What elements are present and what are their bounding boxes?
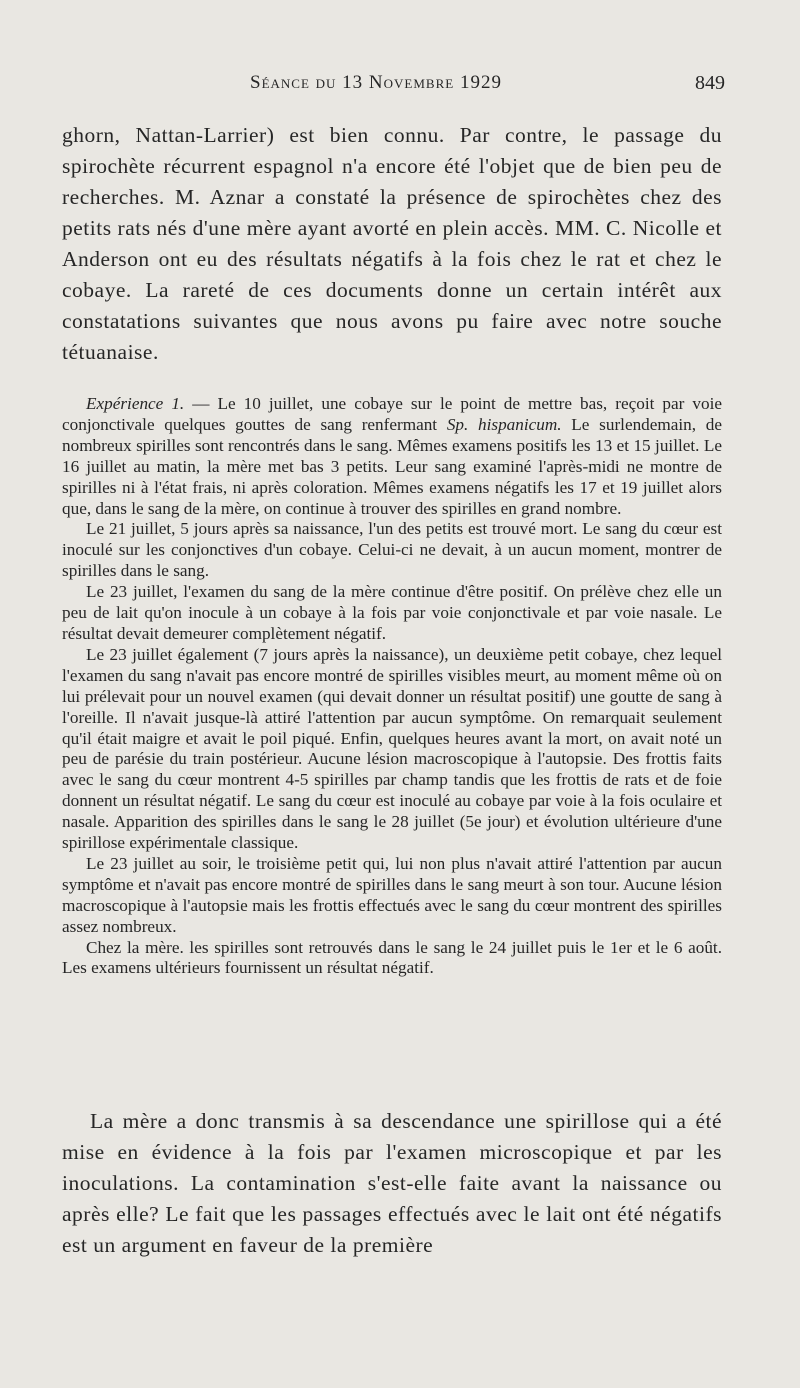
running-title: Séance du 13 Novembre 1929 xyxy=(250,72,502,93)
page-number: 849 xyxy=(695,72,725,94)
species-name: Sp. hispanicum. xyxy=(446,414,562,434)
experiment-text-a: — Le 10 juillet, une cobaye sur le point de mettre bas, reçoit par voie conjonctivale quelques gouttes de sang renfermant xyxy=(62,394,722,434)
experiment-paragraph-3: Le 23 juillet, l'examen du sang de la mère continue d'être positif. On prélève chez elle un peu de lait qu'on inocule à un cobaye à la fois par voie conjonctivale et par voie nasale. Le résultat devait demeurer complètement négatif. xyxy=(62,582,722,643)
experiment-label: Expérience 1. xyxy=(86,394,185,413)
experiment-paragraph-6: Chez la mère. les spirilles sont retrouvés dans le sang le 24 juillet puis le 1er et le 6 août. Les examens ultérieurs fournissent un résultat négatif. xyxy=(62,937,722,978)
experiment-text-b: Le surlendemain, de nombreux spirilles sont rencontrés dans le sang. Mêmes examens positifs les 13 et 15 juillet. Le 16 juillet au matin, la mère met bas 3 petits. Leur sang examiné l'après-midi ne montre de spirilles ni à l'état frais, ni après coloration. Mêmes examens négatifs les 17 et 19 juillet alors que, dans le sang de la mère, on continue à trouver des spirilles en grand nombre. xyxy=(62,414,722,518)
conclusion-paragraph: La mère a donc transmis à sa descendance une spirillose qui a été mise en évidence à la fois par l'examen microscopique et par les inoculations. La contamination s'est-elle faite avant la naissance ou après elle? Le fait que les passages effectués avec le lait ont été négatifs est un argument en faveur de la première xyxy=(62,1109,722,1257)
page-header xyxy=(0,72,800,102)
experiment-paragraph-2: Le 21 juillet, 5 jours après sa naissance, l'un des petits est trouvé mort. Le sang du cœur est inoculé sur les conjonctives d'un cobaye. Celui-ci ne devait, à un aucun moment, montrer de spirilles dans le sang. xyxy=(62,519,722,581)
intro-paragraph: ghorn, Nattan-Larrier) est bien connu. Par contre, le passage du spirochète récurrent espagnol n'a encore été l'objet que de bien peu de recherches. M. Aznar a constaté la présence de spirochètes chez des petits rats nés d'une mère ayant avorté en plein accès. MM. C. Nicolle et Anderson ont eu des résultats négatifs à la fois chez le rat et chez le cobaye. La rareté de ces documents donne un certain intérêt aux constatations suivantes que nous avons pu faire avec notre souche tétuanaise. xyxy=(62,123,722,364)
experiment-paragraph-5: Le 23 juillet au soir, le troisième petit qui, lui non plus n'avait attiré l'attention par aucun symptôme et n'avait pas encore montré de spirilles dans le sang meurt à son tour. Aucune lésion macroscopique à l'autopsie mais les frottis effectués avec le sang du cœur montrent des spirilles assez nombreux. xyxy=(62,853,722,936)
experiment-paragraph-1 xyxy=(62,394,722,519)
experiment-block xyxy=(62,394,722,979)
body-text xyxy=(62,120,722,979)
experiment-paragraph-4: Le 23 juillet également (7 jours après la naissance), un deuxième petit cobaye, chez lequel l'examen du sang n'avait pas encore montré de spirilles visibles meurt, au moment même où on lui prélevait pour un nouvel examen (qui devait donner un résultat positif) une goutte de sang à l'oreille. Il n'avait jusque-là attiré l'attention par aucun symptôme. On remarquait seulement qu'il était maigre et avait le poil piqué. Enfin, quelques heures avant la mort, on avait noté un peu de parésie du train postérieur. Aucune lésion macroscopique à l'autopsie. Des frottis faits avec le sang du cœur montrent 4-5 spirilles par champ tandis que les frottis de rats et de foie donnent un résultat négatif. Le sang du cœur est inoculé au cobaye par voie à la fois oculaire et nasale. Apparition des spirilles dans le sang le 28 juillet (5e jour) et évolution ultérieure d'une spirillose expérimentale classique. xyxy=(62,644,722,853)
conclusion-block xyxy=(62,1106,722,1261)
